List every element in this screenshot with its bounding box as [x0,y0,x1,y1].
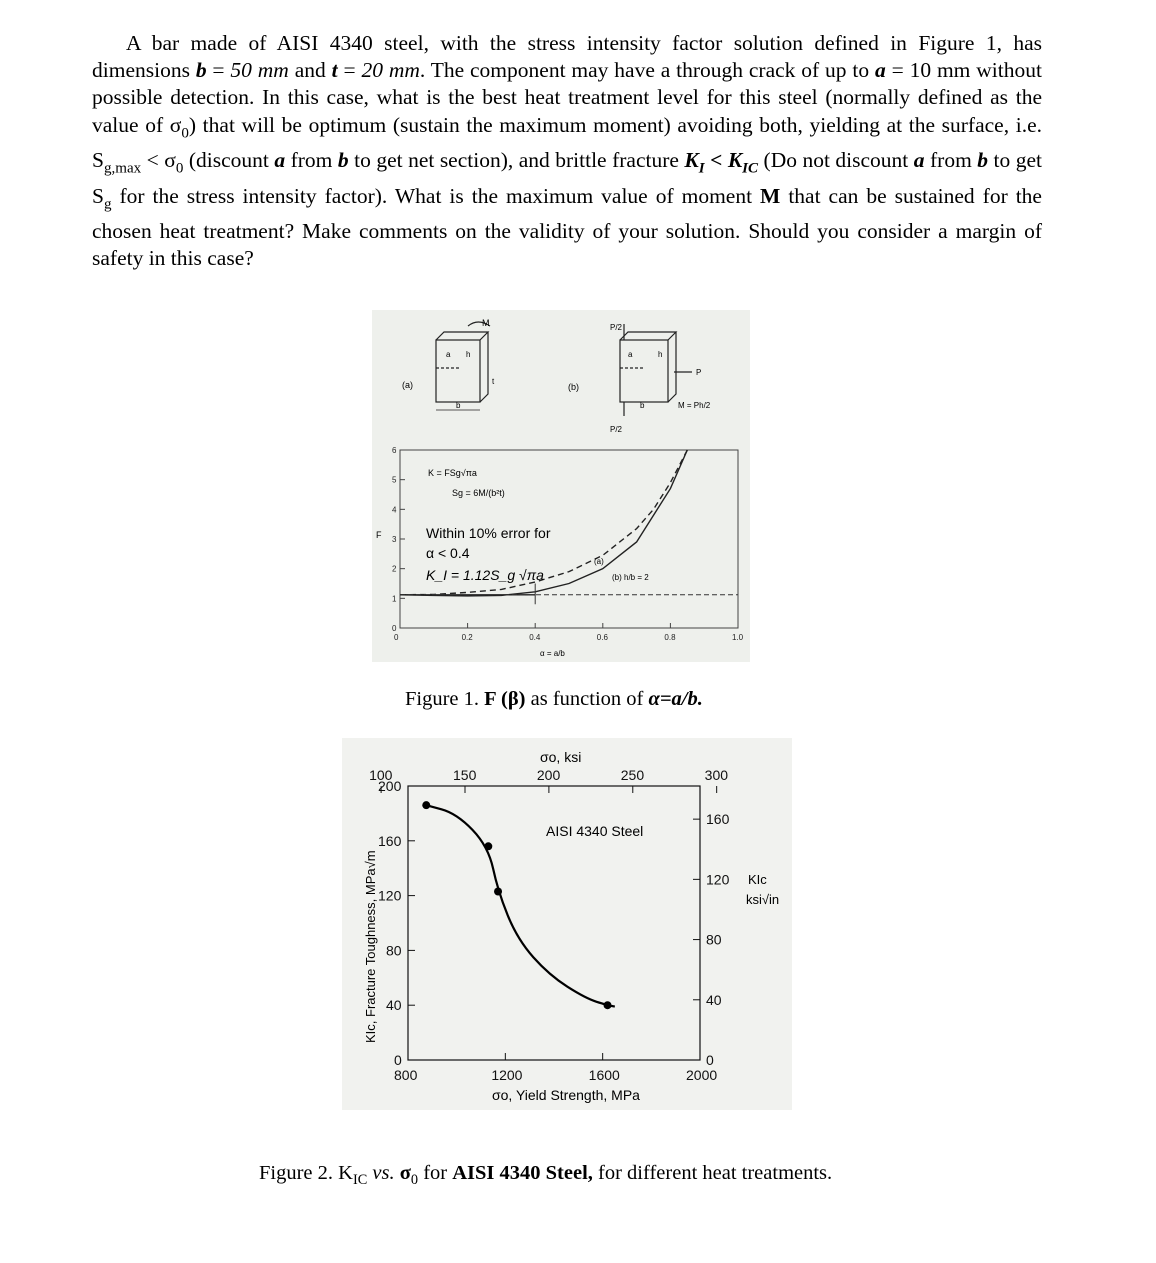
figure-2-caption-sigma-sub: 0 [410,1172,419,1189]
problem-text-4: ) that will be optimum (sustain the maximum moment) avoiding both, yielding at the surface, i.e. S [92,112,1042,173]
var-kic-sub: IC [742,160,759,177]
right-axis-label-2: ksi√in [746,892,780,907]
figure-2 [342,738,792,1110]
problem-text-10: from [924,148,978,173]
problem-text-8: to get net section), and brittle fracture [348,148,685,173]
moment-equation: M = Ph/2 [678,401,711,410]
kic-data-point [604,1001,612,1009]
figure-2-caption-sigma: σ [399,1162,411,1184]
figure-1-caption-mid: as function of [525,688,649,710]
figure-1-x-tick-label: 1.0 [732,633,744,642]
annotation-within-1: Within 10% error for [426,525,551,541]
value-t: 20 mm [361,58,420,83]
curve-b-label: (b) h/b = 2 [612,573,649,582]
dim-h-label-a: h [466,350,471,359]
var-b: b [195,58,207,83]
less-than: < [704,148,728,173]
bottom-tick-label: 1200 [491,1067,523,1083]
annotation-within-3: K_I = 1.12S_g √πa [426,567,544,583]
var-b-3: b [977,148,989,173]
top-tick-label: 100 [369,767,393,783]
sg-sub-g: g [103,195,112,212]
var-t: t [331,58,338,83]
kic-data-point [422,801,430,809]
figure-1-y-tick-label: 4 [392,505,397,515]
figure-1-svg [372,310,750,662]
figure-2-caption-prefix: Figure 2. K [259,1162,353,1184]
load-p-label: P [696,368,702,377]
material-label: AISI 4340 Steel [546,823,644,839]
figure-1-x-label: α = a/b [540,649,565,658]
figure-1-caption-prefix: Figure 1. [405,688,485,710]
var-kic: K [727,148,743,173]
figure-1-x-tick-label: 0 [394,633,399,642]
figure-2-svg [342,738,792,1110]
equation-sg: Sg = 6M/(b²t) [452,488,505,498]
left-tick-label: 80 [386,942,402,959]
left-tick-label: 40 [386,997,402,1014]
specimen-b-label: (b) [568,382,579,392]
problem-text-12: for the stress intensity factor). What is the maximum value of moment [111,183,761,208]
load-p2-top-label: P/2 [610,323,623,332]
problem-text-13: that can be sustained for the chosen heat treatment? Make comments on the validity of your solution. Should you consider a margin of safety in this case? [92,183,1042,271]
top-axis-label: σo, ksi [540,749,582,765]
problem-text-7: from [285,148,338,173]
top-tick-label: 150 [453,767,477,783]
right-tick-label: 40 [706,991,722,1008]
right-tick-label: 120 [706,871,730,888]
load-p2-bottom-label: P/2 [610,425,623,434]
curve-a-label: (a) [594,557,604,566]
left-tick-label: 120 [378,887,402,904]
top-tick-label: 300 [704,767,729,783]
right-axis-label-1: KIc [748,872,767,887]
right-tick-label: 0 [706,1052,714,1068]
problem-text-2: . The component may have a through crack of up to [419,58,875,83]
value-b: 50 mm [230,58,289,83]
figure-1-y-tick-label: 0 [392,624,397,633]
kic-data-point [494,887,502,895]
figure-1-x-tick-label: 0.2 [461,633,473,642]
figure-1-caption-f: F (β) [484,688,526,710]
right-tick-label: 160 [706,811,730,828]
figure-2-caption-vs: vs. [367,1162,400,1184]
dim-b-label-b: b [640,401,645,410]
bottom-tick-label: 1600 [588,1067,620,1083]
problem-text-1: A bar made of AISI 4340 steel, with the stress intensity factor solution defined in Figure 1, has dimensions [92,31,1042,83]
dim-h-label-b: h [658,350,663,359]
figure-1-caption-alpha: α=a/b. [648,688,703,710]
left-tick-label: 0 [394,1052,402,1068]
var-ki-sub: I [698,160,705,177]
figure-2-caption-end: for different heat treatments. [592,1162,833,1184]
figure-1 [372,310,750,662]
kic-data-point [484,842,492,850]
var-a: a [875,58,886,83]
annotation-within-2: α < 0.4 [426,545,470,561]
figure-1-y-tick-label: 5 [392,475,397,485]
eq-sign-2: = [337,58,362,83]
figure-1-y-label: F [376,530,382,540]
var-a-3: a [913,148,925,173]
equation-k: K = FSg√πa [428,468,477,478]
figure-1-x-tick-label: 0.8 [664,633,676,642]
sigma-sub-0: 0 [181,124,189,141]
dim-a-label-a: a [446,350,451,359]
figure-1-y-tick-label: 1 [392,594,397,604]
sigma-sub-0b: 0 [175,160,184,177]
problem-statement [92,30,1042,273]
problem-text-11: to get S [92,148,1042,208]
bottom-tick-label: 2000 [686,1067,718,1083]
figure-1-x-tick-label: 0.6 [596,633,608,642]
figure-2-caption [259,1162,832,1189]
figure-1-y-tick-label: 3 [392,535,397,544]
sg-sub-gmax: g,max [103,160,142,177]
var-ki: K [684,148,699,173]
left-tick-label: 160 [378,832,402,849]
figure-1-background [372,310,750,662]
word-and: and [288,58,332,83]
problem-text-3: = 10 mm without possible detection. In this case, what is the best heat treatment level for this steel (normally defined as the value of σ [92,58,1042,137]
figure-1-y-tick-label: 6 [392,446,397,455]
var-a-2: a [274,148,286,173]
problem-text-6: (discount [183,148,275,173]
top-tick-label: 250 [620,767,645,783]
right-tick-label: 80 [706,931,722,948]
bottom-axis-label: σo, Yield Strength, MPa [492,1087,640,1103]
problem-text-5: < σ [141,148,176,173]
figure-2-caption-for: for [418,1162,453,1184]
moment-m-label-a: M [482,318,490,328]
left-axis-label: KIc, Fracture Toughness, MPa√m [363,850,378,1043]
dim-a-label-b: a [628,350,633,359]
left-tick-label: 200 [378,778,402,794]
figure-1-x-tick-label: 0.4 [529,633,541,642]
figure-1-caption [405,688,703,711]
var-m: M [760,183,781,208]
figure-1-y-tick-label: 2 [392,564,397,574]
figure-2-background [342,738,792,1110]
problem-text-9: (Do not discount [758,148,914,173]
var-b-2: b [337,148,349,173]
bottom-tick-label: 800 [394,1067,418,1083]
eq-sign-1: = [206,58,231,83]
dim-t-label-a: t [492,377,495,386]
top-tick-label: 200 [536,767,561,783]
specimen-a-label: (a) [402,380,413,390]
dim-b-label-a: b [456,401,461,410]
figure-2-caption-sub: IC [352,1172,368,1189]
figure-2-caption-steel: AISI 4340 Steel, [452,1162,593,1184]
